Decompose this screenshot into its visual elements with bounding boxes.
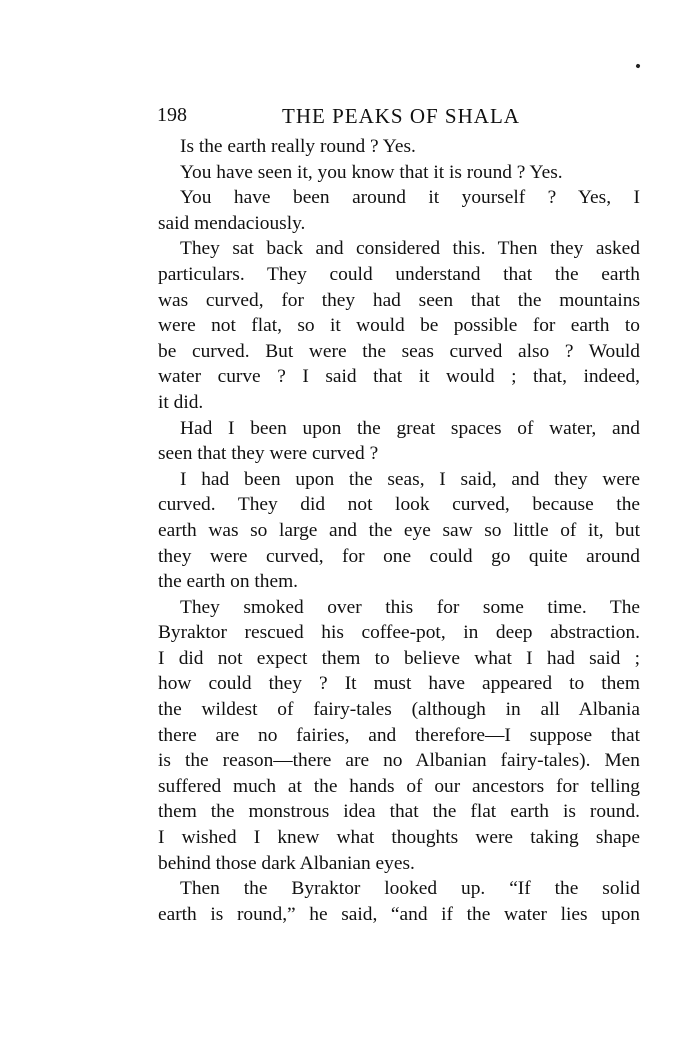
paragraph <box>158 160 640 186</box>
text-line: I wished I knew what thoughts were taking shape <box>158 827 640 849</box>
text-line: how could they ? It must have appeared to them <box>158 673 640 695</box>
text-line: seen that they were curved ? <box>158 443 379 465</box>
print-speck <box>635 63 640 68</box>
page-header <box>157 104 639 134</box>
text-line: it did. <box>158 391 204 413</box>
text-line: they were curved, for one could go quite around <box>158 545 640 567</box>
paragraph <box>158 467 640 595</box>
text-line: was curved, for they had seen that the mountains <box>158 289 640 311</box>
text-line: earth is round,” he said, “and if the water lies upon <box>158 903 640 925</box>
text-line: I had been upon the seas, I said, and they were <box>180 468 640 490</box>
text-line: be curved. But were the seas curved also ? Would <box>158 340 640 362</box>
paragraph <box>158 185 640 236</box>
running-title: THE PEAKS OF SHALA <box>282 104 520 128</box>
text-line: They sat back and considered this. Then they asked <box>180 238 640 260</box>
text-line: the wildest of fairy-tales (although in all Albania <box>158 699 640 721</box>
text-line: You have seen it, you know that it is round ? Yes. <box>180 161 563 183</box>
page-number: 198 <box>157 104 187 126</box>
text-line: said mendaciously. <box>158 212 306 234</box>
text-line: I did not expect them to believe what I had said ; <box>158 647 640 669</box>
text-line: the earth on them. <box>158 571 298 593</box>
paragraph <box>158 134 640 160</box>
text-line: curved. They did not look curved, because the <box>158 494 640 516</box>
text-line: is the reason—there are no Albanian fairy-tales). Men <box>158 750 640 772</box>
text-line: behind those dark Albanian eyes. <box>158 852 415 874</box>
text-line: Then the Byraktor looked up. “If the solid <box>180 878 640 900</box>
body-text <box>158 134 640 927</box>
text-line: there are no fairies, and therefore—I suppose that <box>158 724 640 746</box>
text-line: suffered much at the hands of our ancestors for telling <box>158 775 640 797</box>
text-line: particulars. They could understand that the earth <box>158 263 640 285</box>
text-line: Had I been upon the great spaces of water, and <box>180 417 640 439</box>
paragraph <box>158 236 640 415</box>
text-line: Is the earth really round ? Yes. <box>180 136 416 157</box>
text-line: water curve ? I said that it would ; that, indeed, <box>158 366 640 388</box>
paragraph <box>158 416 640 467</box>
text-line: You have been around it yourself ? Yes, I <box>180 187 640 209</box>
text-line: earth was so large and the eye saw so little of it, but <box>158 519 640 541</box>
paragraph <box>158 595 640 877</box>
text-line: Byraktor rescued his coffee-pot, in deep abstraction. <box>158 622 640 644</box>
paragraph <box>158 876 640 927</box>
text-line: them the monstrous idea that the flat earth is round. <box>158 801 640 823</box>
text-line: were not flat, so it would be possible for earth to <box>158 315 640 337</box>
text-line: They smoked over this for some time. The <box>180 596 640 618</box>
